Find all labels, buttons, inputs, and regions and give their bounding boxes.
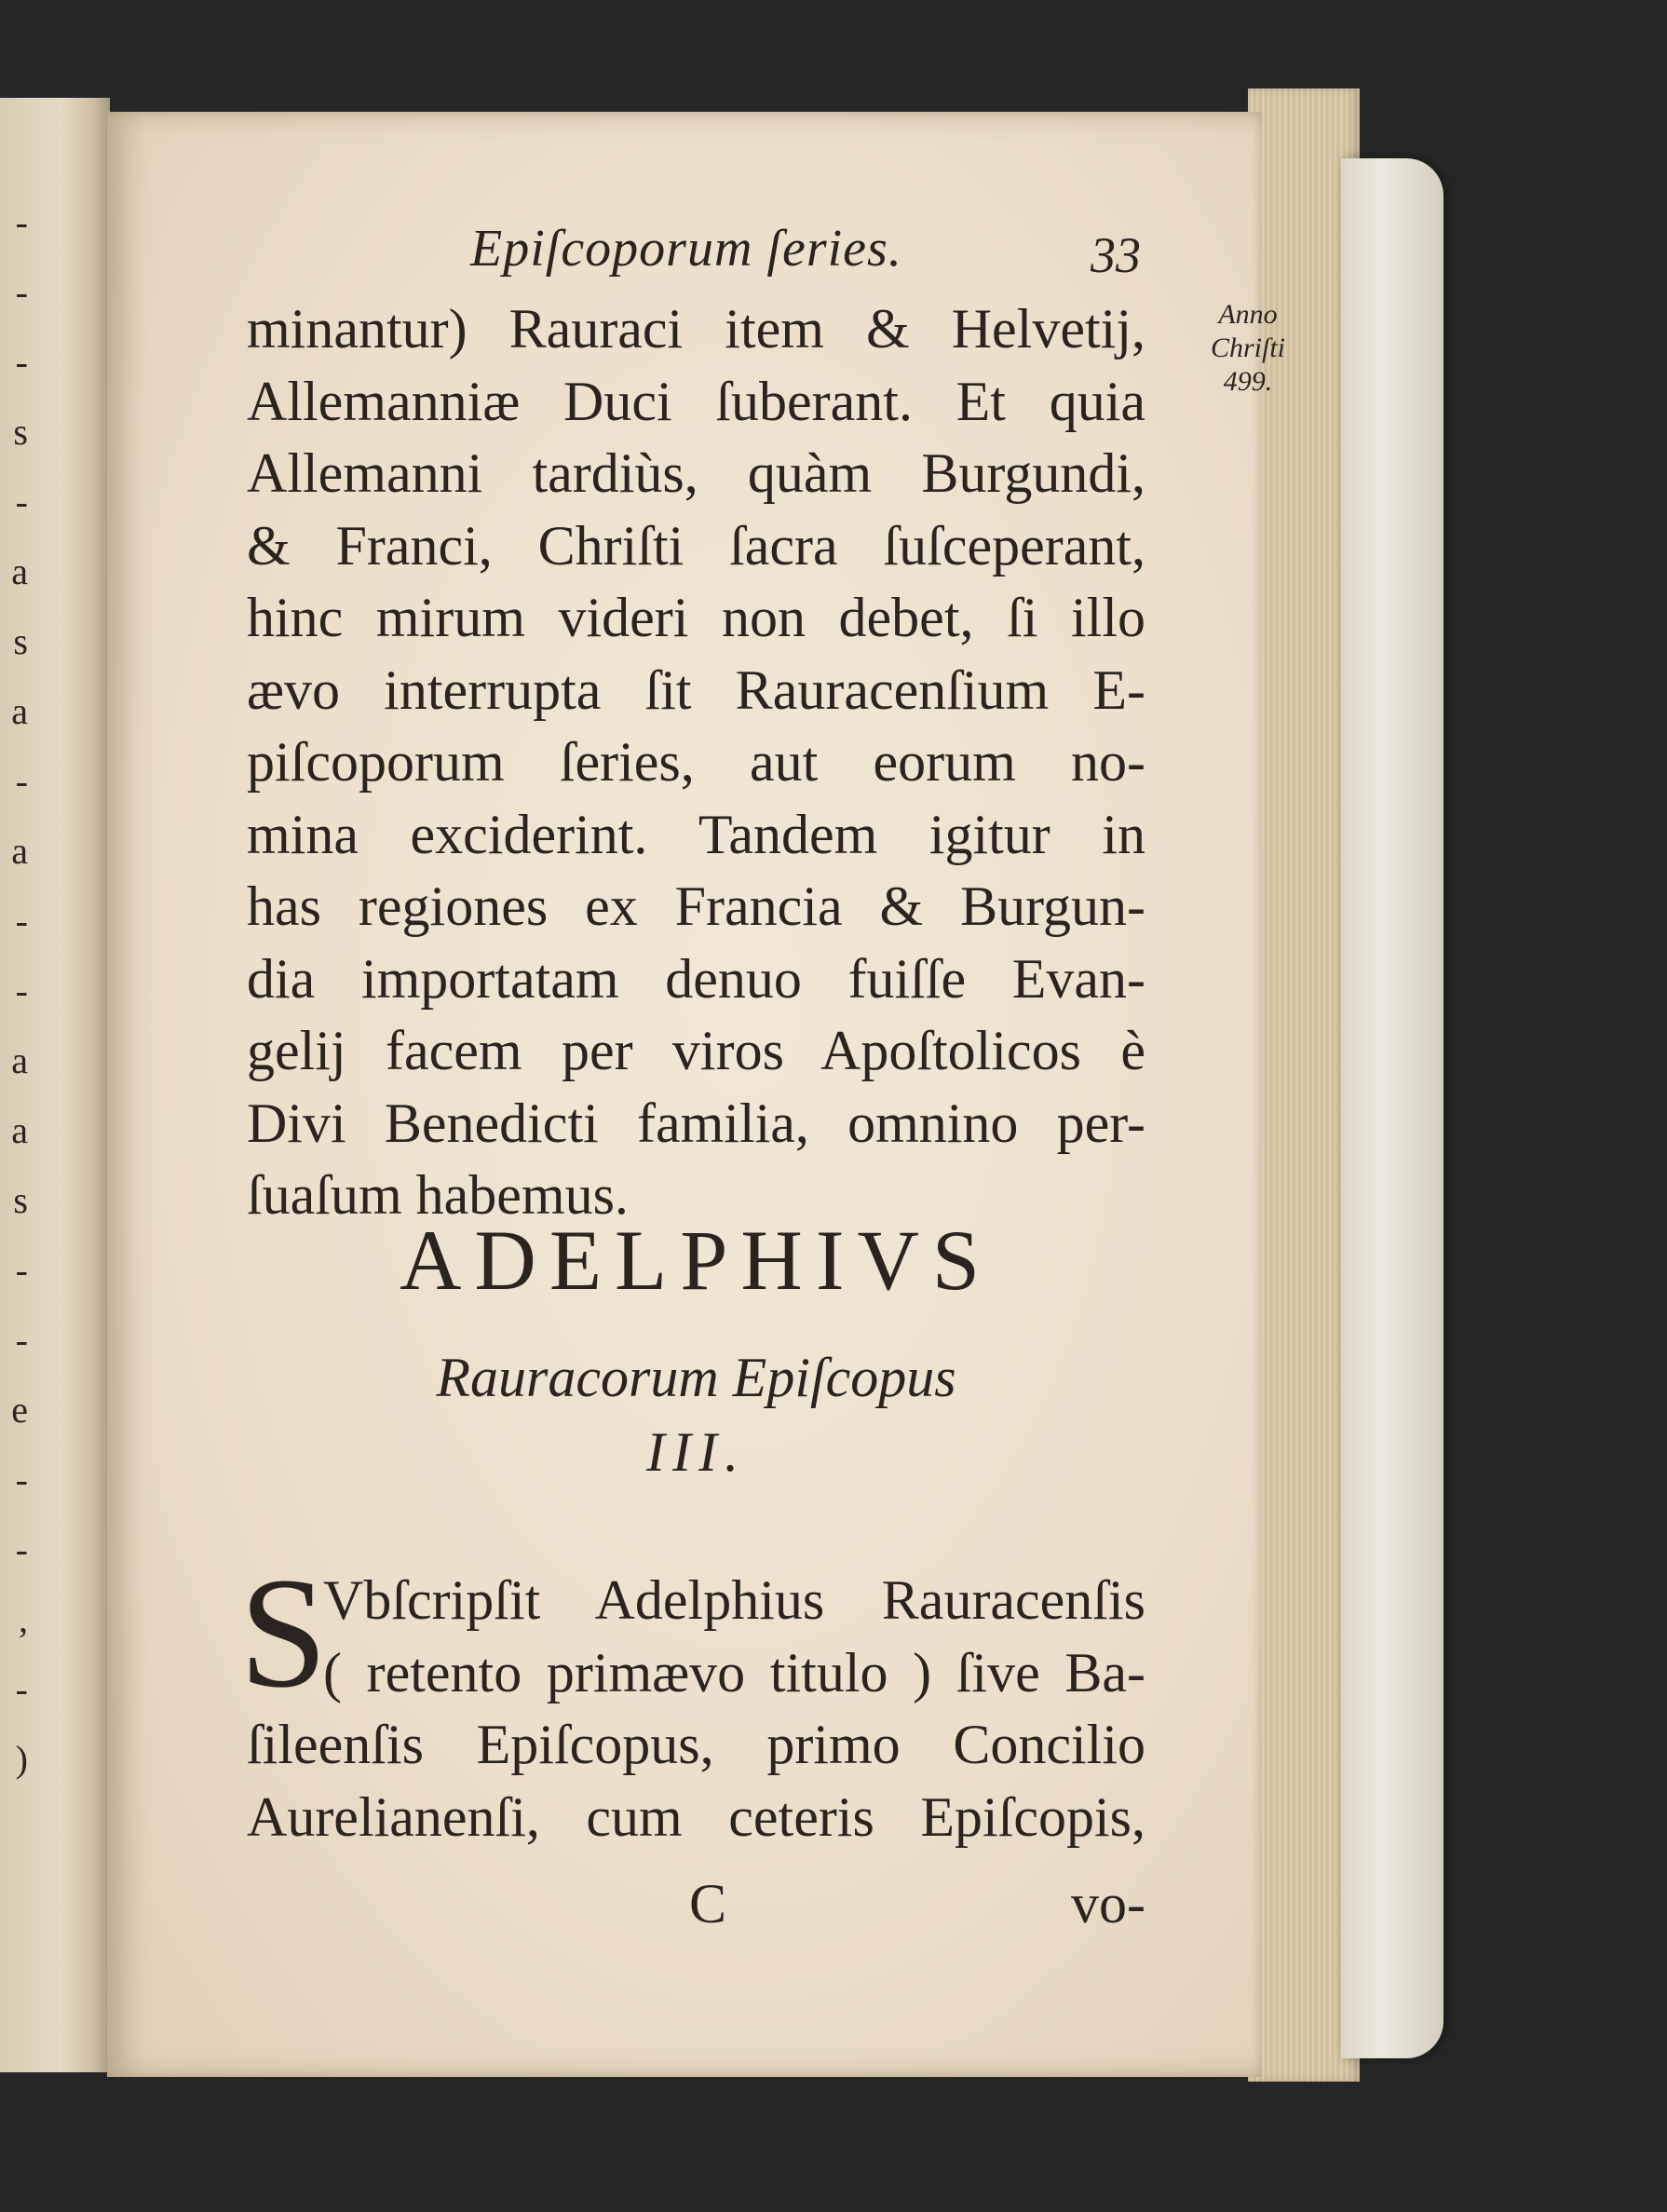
facing-page-fragment: e [11, 1389, 28, 1431]
text-line: has regiones ex Francia & Burgun- [247, 875, 1145, 937]
facing-page-fragment: s [13, 1179, 28, 1221]
text-line: Divi Benedicti familia, omnino per- [247, 1092, 1145, 1154]
facing-page-fragment: - [15, 760, 28, 802]
facing-page-fragment: ) [15, 1738, 28, 1780]
paragraph-2 [239, 1545, 1145, 1853]
text-line: dia importatam denuo fuiſſe Evan- [247, 947, 1145, 1010]
text-line: Allemanniæ Duci ſuberant. Et quia [247, 370, 1145, 432]
facing-page-fragment: a [11, 550, 28, 592]
facing-page-fragment: , [19, 1598, 28, 1640]
facing-page-fragment: - [15, 1528, 28, 1570]
text-line: hinc mirum videri non debet, ſi illo [247, 587, 1145, 648]
text-line: gelij facem per viros Apoſtolicos è [247, 1020, 1145, 1081]
text-line: ſuaſum habemus. [247, 1164, 629, 1226]
facing-page-fragment: - [15, 481, 28, 522]
facing-page-fragment: a [11, 690, 28, 732]
margin-note-line: 499. [1223, 366, 1273, 397]
section-title: ADELPHIVS [399, 1213, 994, 1308]
facing-page-fragment: - [15, 1249, 28, 1291]
margin-note-line: Anno [1218, 299, 1278, 330]
text-line: piſcoporum ſeries, aut eorum no- [247, 731, 1145, 793]
text-line: Vbſcripſit Adelphius Rauracenſis [323, 1569, 1145, 1631]
text-line: minantur) Rauraci item & Helvetij, [247, 298, 1145, 360]
running-head [470, 219, 1141, 293]
facing-page-fragment: - [15, 1459, 28, 1500]
margin-note [1201, 298, 1294, 399]
facing-page-fragment: a [11, 1039, 28, 1081]
drop-cap: S [239, 1545, 328, 1720]
left-facing-page [0, 98, 110, 2072]
facing-page-fragment: s [13, 411, 28, 453]
page-footer [247, 1872, 1145, 1947]
section-number: III. [646, 1421, 746, 1483]
facing-page-fragment: - [15, 1319, 28, 1361]
facing-page-fragment: - [15, 271, 28, 313]
text-line: ( retento primævo titulo ) ſive Ba- [323, 1641, 1145, 1703]
page-number: 33 [1091, 227, 1141, 283]
signature-mark: C [689, 1873, 727, 1934]
text-line: Aurelianenſi, cum ceteris Epiſcopis, [247, 1785, 1145, 1848]
running-head-title: Epiſcoporum ſeries. [470, 220, 902, 278]
book-page [107, 112, 1286, 2077]
text-line: ſileenſis Epiſcopus, primo Concilio [247, 1714, 1145, 1775]
text-line: mina exciderint. Tandem igitur in [247, 803, 1145, 865]
facing-page-fragment: a [11, 830, 28, 872]
facing-page-fragment: s [13, 620, 28, 662]
facing-page-fragment: - [15, 341, 28, 383]
text-line: ævo interrupta ſit Rauracenſium E- [247, 658, 1145, 721]
facing-page-fragment: a [11, 1109, 28, 1151]
facing-page-fragment: - [15, 900, 28, 942]
facing-page-fragment: - [15, 970, 28, 1011]
flyleaf-edge [1341, 158, 1443, 2058]
text-line: Allemanni tardiùs, quàm Burgundi, [247, 442, 1145, 504]
section-subtitle: Rauracorum Epiſcopus [436, 1347, 956, 1408]
margin-note-line: Chriſti [1210, 332, 1286, 363]
facing-page-fragment: - [15, 201, 28, 243]
paragraph-1 [247, 293, 1145, 1232]
facing-page-fragment: - [15, 1668, 28, 1710]
text-line: & Franci, Chriſti ſacra ſuſceperant, [247, 514, 1145, 577]
catchword: vo- [1071, 1873, 1145, 1934]
